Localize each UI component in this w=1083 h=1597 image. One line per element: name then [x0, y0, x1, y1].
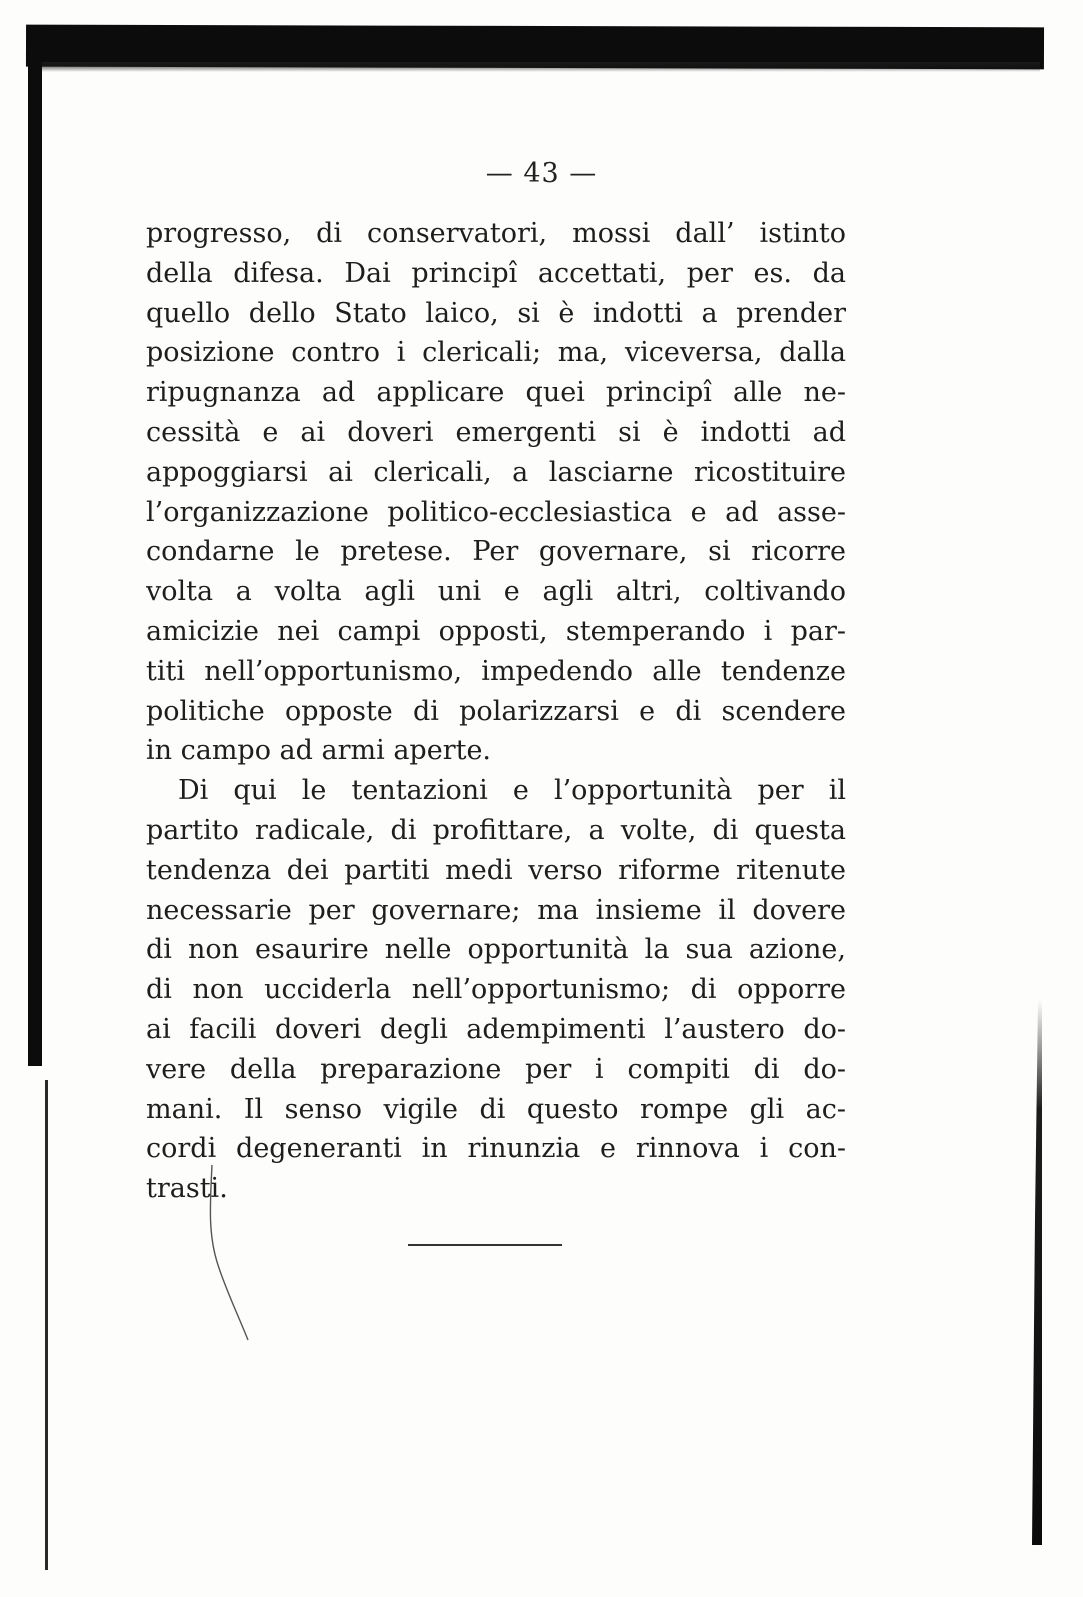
- section-end-rule: [408, 1244, 562, 1246]
- body-text: [146, 214, 846, 1209]
- scan-right-edge-mark: [1032, 1000, 1042, 1545]
- page-number: — 43 —: [485, 158, 598, 189]
- text-line: volta a volta agli uni e agli altri, coltivando: [146, 576, 846, 608]
- scan-left-border-lower: [45, 1080, 48, 1570]
- text-line: posizione contro i clericali; ma, viceversa, dalla: [146, 337, 846, 369]
- text-line: condarne le pretese. Per governare, si ricorre: [146, 536, 846, 568]
- text-line: progresso, di conservatori, mossi dall’ istinto: [146, 218, 846, 249]
- text-line: cessità e ai doveri emergenti si è indotti ad: [146, 416, 846, 448]
- text-line: politiche opposte di polarizzarsi e di scendere: [146, 695, 846, 727]
- text-line: trasti.: [146, 1173, 228, 1205]
- text-line: mani. Il senso vigile di questo rompe gli ac-: [146, 1093, 846, 1125]
- text-line: cordi degeneranti in rinunzia e rinnova i con-: [146, 1133, 846, 1165]
- text-line: titi nell’opportunismo, impedendo alle tendenze: [146, 655, 846, 687]
- text-line: ripugnanza ad applicare quei principî alle ne-: [146, 377, 846, 409]
- text-line: di non ucciderla nell’opportunismo; di opporre: [146, 974, 846, 1006]
- scan-top-shadow: [40, 62, 1040, 72]
- text-line: in campo ad armi aperte.: [146, 735, 492, 767]
- text-line: tendenza dei partiti medi verso riforme ritenute: [146, 854, 846, 886]
- text-line: vere della preparazione per i compiti di do-: [146, 1053, 846, 1085]
- paragraph-1: [146, 214, 846, 771]
- text-line: partito radicale, di profittare, a volte, di questa: [146, 814, 846, 846]
- text-line: della difesa. Dai principî accettati, per es. da: [146, 257, 846, 289]
- text-line: ai facili doveri degli adempimenti l’austero do-: [146, 1013, 846, 1045]
- text-line: quello dello Stato laico, si è indotti a prender: [146, 297, 846, 329]
- text-line: di non esaurire nelle opportunità la sua azione,: [146, 934, 846, 966]
- text-line: amicizie nei campi opposti, stemperando i par-: [146, 615, 846, 647]
- text-line: necessarie per governare; ma insieme il dovere: [146, 894, 846, 926]
- paragraph-2: [146, 771, 846, 1209]
- text-line: l’organizzazione politico-ecclesiastica e ad asse-: [146, 496, 846, 528]
- text-line: Di qui le tentazioni e l’opportunità per il: [178, 775, 846, 807]
- pencil-scribble-mark: [190, 1165, 270, 1345]
- text-line: appoggiarsi ai clericali, a lasciarne ricostituire: [146, 456, 846, 488]
